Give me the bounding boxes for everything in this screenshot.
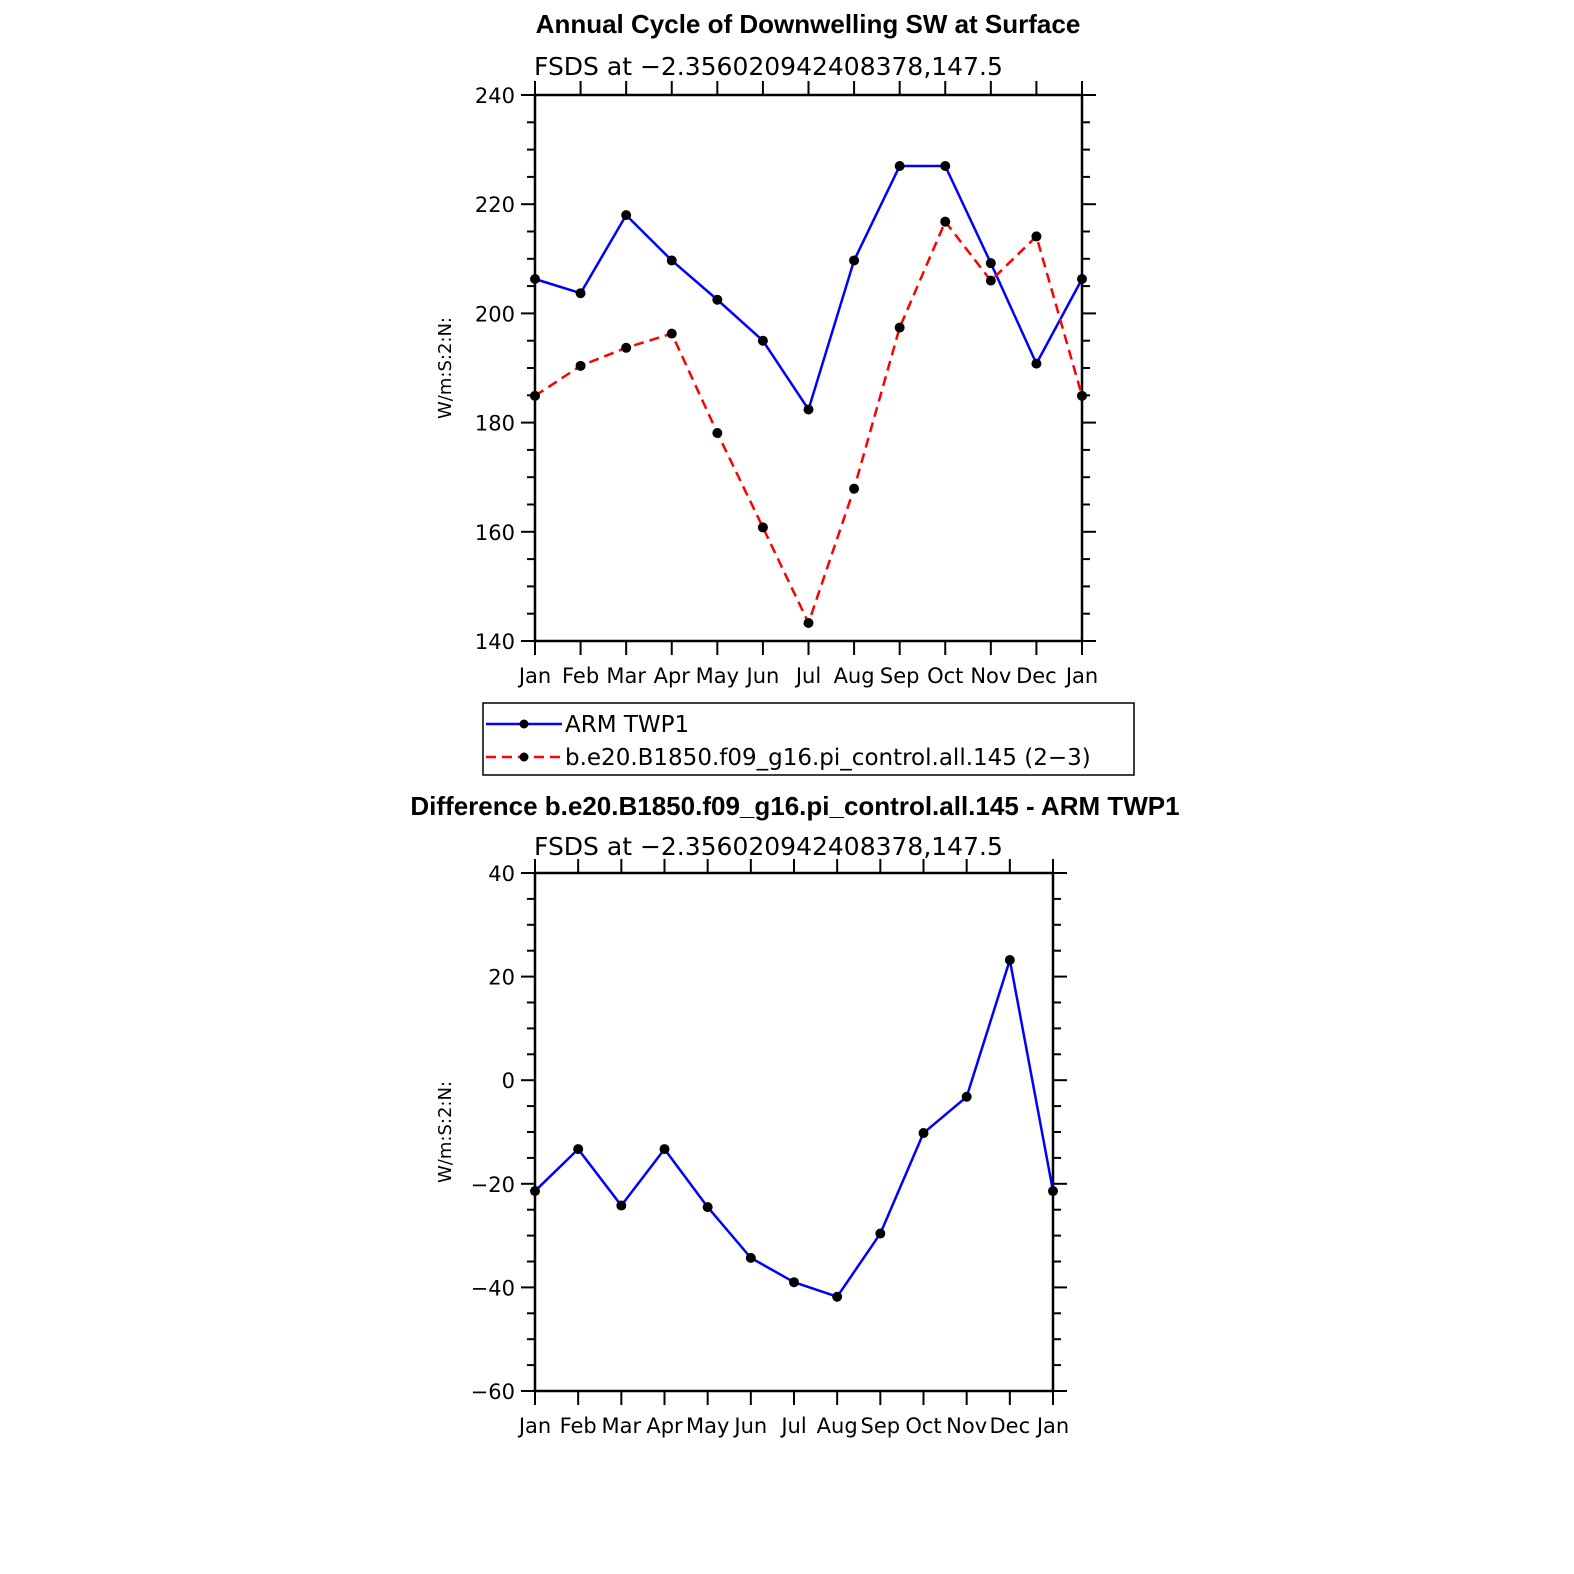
x-tick-label: Apr: [653, 664, 690, 688]
x-tick-label: Jul: [781, 1414, 807, 1438]
top-chart-title: Annual Cycle of Downwelling SW at Surface: [535, 9, 1081, 39]
series-0-point: [875, 1229, 885, 1239]
x-tick-label: Jan: [518, 664, 552, 688]
x-tick-label: Feb: [559, 1414, 597, 1438]
y-tick-label: 140: [474, 630, 515, 654]
series-1-point: [804, 618, 814, 628]
y-tick-label: 220: [474, 193, 515, 218]
series-0-point: [986, 258, 996, 268]
series-1-point: [667, 329, 677, 339]
series-0-point: [849, 255, 859, 265]
series-line-0: [535, 166, 1082, 410]
series-0-point: [962, 1092, 972, 1102]
series-1-point: [849, 484, 859, 494]
series-0-point: [573, 1144, 583, 1154]
x-tick-label: Sep: [860, 1414, 901, 1438]
x-tick-label: Dec: [989, 1414, 1031, 1438]
bottom-chart-title: Difference b.e20.B1850.f09_g16.pi_control.all.145 - ARM TWP1: [410, 791, 1180, 821]
x-tick-label: Oct: [927, 664, 964, 688]
legend-label-arm: ARM TWP1: [565, 712, 690, 738]
top-chart-subtitle: FSDS at −2.356020942408378,147.5: [534, 52, 1003, 81]
series-0-point: [712, 295, 722, 305]
series-0-point: [530, 1186, 540, 1196]
y-tick-label: 240: [474, 84, 515, 108]
x-tick-label: Dec: [1016, 664, 1057, 688]
plot-frame: [535, 873, 1053, 1391]
bottom-chart: [410, 791, 1179, 1438]
x-tick-label: Jan: [1065, 664, 1099, 688]
series-0-point: [832, 1292, 842, 1302]
series-0-point: [919, 1128, 929, 1138]
series-0-point: [1048, 1186, 1058, 1196]
x-tick-label: Jan: [1036, 1414, 1070, 1438]
x-tick-label: Jul: [795, 664, 822, 688]
legend: [483, 703, 1134, 775]
x-tick-label: Nov: [946, 1414, 988, 1438]
x-tick-label: Jun: [734, 1414, 768, 1438]
x-tick-label: Sep: [879, 664, 920, 688]
series-0-point: [530, 274, 540, 284]
legend-label-model: b.e20.B1850.f09_g16.pi_control.all.145 (2−3): [565, 745, 1091, 771]
x-tick-label: Aug: [833, 664, 875, 688]
series-line-0: [535, 960, 1053, 1297]
series-1-point: [576, 361, 586, 371]
y-tick-label: 0: [501, 1069, 515, 1094]
series-0-point: [616, 1201, 626, 1211]
x-tick-label: Mar: [601, 1414, 642, 1438]
top-chart: [435, 9, 1098, 688]
x-tick-label: May: [695, 664, 740, 688]
series-1-point: [758, 522, 768, 532]
y-tick-label: 180: [474, 411, 515, 436]
series-1-point: [530, 391, 540, 401]
top-chart-ylabel: W/m:S:2:N:: [435, 317, 456, 419]
x-tick-label: Apr: [646, 1414, 683, 1438]
series-0-point: [576, 288, 586, 298]
y-tick-label: −20: [470, 1172, 515, 1197]
series-1-point: [1077, 391, 1087, 401]
legend-marker-arm: [520, 720, 529, 729]
series-0-point: [703, 1202, 713, 1212]
series-0-point: [789, 1277, 799, 1287]
legend-marker-model: [520, 753, 529, 762]
x-tick-label: Feb: [561, 664, 600, 688]
series-1-point: [712, 428, 722, 438]
y-tick-label: 40: [488, 862, 515, 886]
y-tick-label: −60: [470, 1380, 515, 1404]
y-tick-label: 20: [488, 965, 515, 990]
bottom-chart-ylabel: W/m:S:2:N:: [435, 1081, 456, 1183]
series-0-point: [758, 336, 768, 346]
series-0-point: [746, 1253, 756, 1263]
x-tick-label: Jun: [746, 664, 780, 688]
top-plot-area: [475, 81, 1098, 688]
series-1-point: [940, 217, 950, 227]
series-0-point: [804, 404, 814, 414]
series-0-point: [1077, 274, 1087, 284]
series-1-point: [1031, 231, 1041, 241]
series-0-point: [1005, 955, 1015, 965]
bottom-chart-subtitle: FSDS at −2.356020942408378,147.5: [534, 832, 1003, 861]
series-1-point: [895, 323, 905, 333]
x-tick-label: May: [685, 1414, 730, 1438]
series-0-point: [895, 161, 905, 171]
series-1-point: [621, 343, 631, 353]
bottom-plot-area: [471, 859, 1070, 1438]
y-tick-label: −40: [470, 1276, 515, 1301]
series-0-point: [667, 255, 677, 265]
x-tick-label: Mar: [606, 664, 646, 688]
x-tick-label: Jan: [518, 1414, 552, 1438]
x-tick-label: Aug: [816, 1414, 858, 1438]
series-1-point: [986, 276, 996, 286]
y-tick-label: 160: [474, 520, 515, 545]
plot-frame: [535, 95, 1082, 641]
x-tick-label: Nov: [970, 664, 1012, 688]
x-tick-label: Oct: [905, 1414, 942, 1438]
y-tick-label: 200: [474, 302, 515, 327]
series-0-point: [1031, 359, 1041, 369]
series-0-point: [621, 210, 631, 220]
series-0-point: [660, 1144, 670, 1154]
series-0-point: [940, 161, 950, 171]
